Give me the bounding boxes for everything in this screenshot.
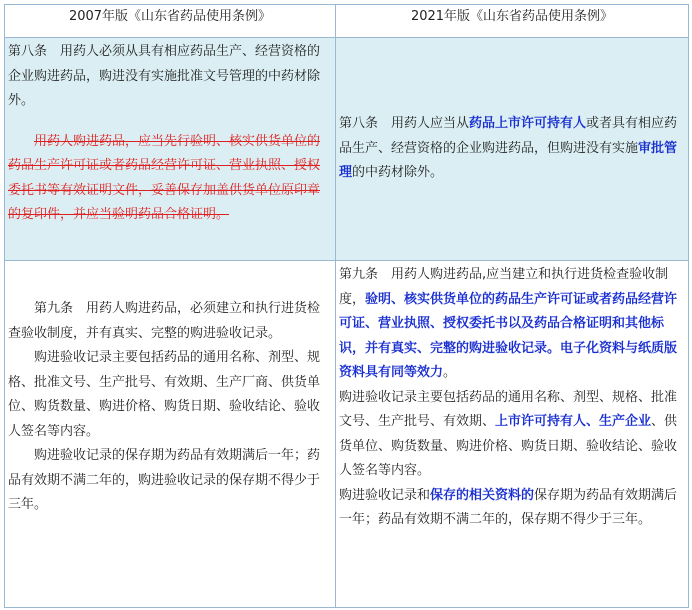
- article-8-2007-text: 第八条 用药人必须从具有相应药品生产、经营资格的企业购进药品，购进没有实施批准文号管理的中药材除外。: [8, 44, 321, 108]
- article-8-2021-text: [339, 112, 685, 186]
- article-8-2021-t1: 第八条 用药人应当从: [339, 116, 470, 132]
- article-9-2007-p1: 第九条 用药人购进药品，必须建立和执行进货检查验收制度，并有真实、完整的购进验收记录。: [8, 301, 321, 341]
- article-8-2021-t3: 的中药材除外。: [352, 165, 444, 181]
- comparison-table: [4, 4, 689, 608]
- article-9-2021-p1-t2: 。: [443, 365, 457, 380]
- article-9-2007-p3: 购进验收记录的保存期为药品有效期满后一年；药品有效期不满二年的，购进验收记录的保存期不得少于三年。: [8, 448, 321, 512]
- article-8-2021-t2: 或者具有相应药品生产、经营资格的企业购进药品，但购进没有实施: [339, 116, 678, 156]
- article-9-2021-p3-added: 保存的相关资料的: [430, 487, 535, 503]
- article-9-2021-p2: [339, 386, 685, 484]
- article-9-2007-p2: 购进验收记录主要包括药品的通用名称、剂型、规格、批准文号、生产批号、有效期、生产厂商、供货单位、购货数量、购进价格、购货日期、验收结论、验收人签名等内容。: [8, 350, 321, 439]
- article-9-2021-p2-added: 上市许可持有人、生产企业: [495, 414, 652, 429]
- article-8-2007-cell: [5, 38, 336, 261]
- article-8-2021-added-2: 审批管理: [339, 140, 678, 181]
- article-9-2021-p1-t1: 第九条 用药人购进药品,应当建立和执行进货检查验收制度，: [339, 267, 669, 307]
- article-9-2021-cell: [336, 261, 689, 608]
- article-8-row: [5, 38, 689, 261]
- header-row: [5, 5, 689, 38]
- article-8-2021-added-1: 药品上市许可持有人: [469, 116, 587, 132]
- header-2021: 2021年版《山东省药品使用条例》: [336, 5, 689, 38]
- article-9-2007-cell: [5, 261, 336, 608]
- article-9-2021-p1: [339, 263, 685, 386]
- article-8-2021-cell: [336, 38, 689, 261]
- header-2007: 2007年版《山东省药品使用条例》: [5, 5, 336, 38]
- article-9-2021-p3: [339, 484, 685, 533]
- article-9-row: [5, 261, 689, 608]
- article-9-2021-p2-t2: 、供货单位、购货数量、购进价格、购货日期、验收结论、验收人签名等内容。: [339, 414, 678, 478]
- article-8-2007-deleted-text: 用药人购进药品，应当先行验明、核实供货单位的药品生产许可证或者药品经营许可证、营业执照、授权委托书等有效证明文件，妥善保存加盖供货单位原印章的复印件，并应当验明药品合格证明。: [8, 133, 321, 222]
- article-9-2021-p3-t2: 保存期为药品有效期满后一年；药品有效期不满二年的，保存期不得少于三年。: [339, 487, 678, 527]
- article-9-2021-p2-t1: 购进验收记录主要包括药品的通用名称、剂型、规格、批准文号、生产批号、有效期、: [339, 389, 678, 429]
- article-9-2021-p1-added: 验明、核实供货单位的药品生产许可证或者药品经营许可证、营业执照、授权委托书以及药品合格证明和其他标识，并有真实、完整的购进验收记录。电子化资料与纸质版资料具有同等效力: [339, 291, 678, 380]
- article-9-2021-p3-t1: 购进验收记录和: [339, 487, 431, 503]
